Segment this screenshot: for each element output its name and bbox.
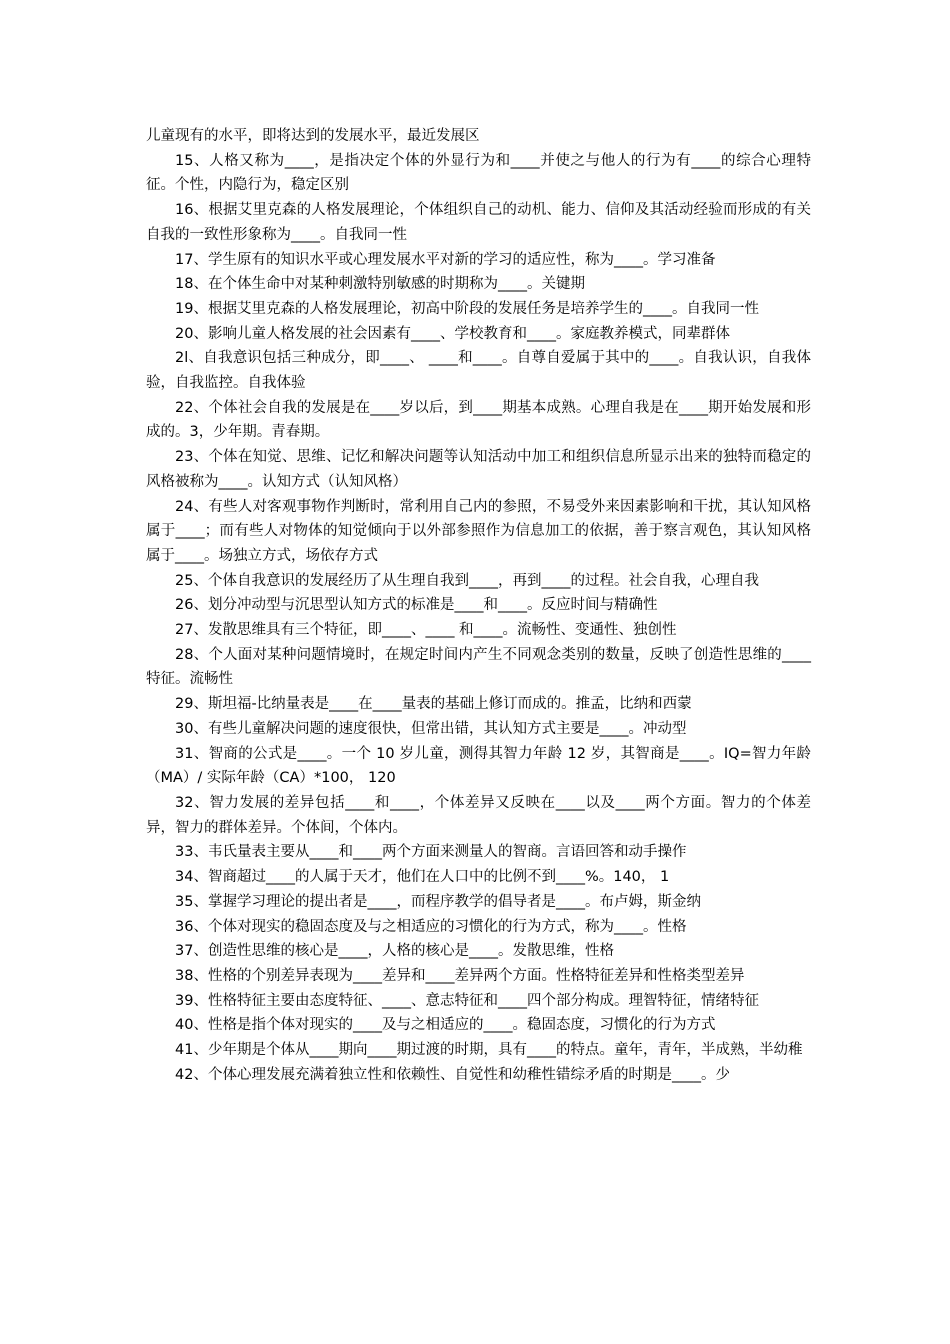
question-31: 31、智商的公式是____。一个 10 岁儿童，测得其智力年龄 12 岁，其智商是____。IQ=智力年龄（MA）/ 实际年龄（CA）*100， 120 xyxy=(146,745,811,787)
question-25: 25、个体自我意识的发展经历了从生理自我到____，再到____的过程。社会自我，心理自我 xyxy=(175,572,759,589)
question-27: 27、发散思维具有三个特征，即____、____ 和____。流畅性、变通性、独创性 xyxy=(175,622,677,639)
document-body xyxy=(146,124,811,1087)
question-32: 32、智力发展的差异包括____和____，个体差异又反映在____以及____两个方面。智力的个体差异，智力的群体差异。个体间，个体内。 xyxy=(146,794,811,836)
question-34: 34、智商超过____的人属于天才，他们在人口中的比例不到____%。140， 1 xyxy=(175,869,670,886)
question-15: 15、人格又称为____，是指决定个体的外显行为和____并使之与他人的行为有____的综合心理特征。个性，内隐行为，稳定区别 xyxy=(146,152,811,194)
question-41: 41、少年期是个体从____期向____期过渡的时期，具有____的特点。童年，青年，半成熟，半幼稚 xyxy=(175,1042,803,1059)
paragraph-continuation: 儿童现有的水平，即将达到的发展水平，最近发展区 xyxy=(146,128,480,144)
question-39: 39、性格特征主要由态度特征、____、意志特征和____四个部分构成。理智特征，情绪特征 xyxy=(175,992,759,1009)
question-35: 35、掌握学习理论的提出者是____，而程序教学的倡导者是____。布卢姆，斯金纳 xyxy=(175,893,701,910)
question-26: 26、划分冲动型与沉思型认知方式的标准是____和____。反应时间与精确性 xyxy=(175,597,658,614)
question-37: 37、创造性思维的核心是____，人格的核心是____。发散思维，性格 xyxy=(175,943,614,960)
question-16: 16、根据艾里克森的人格发展理论，个体组织自己的动机、能力、信仰及其活动经验而形成的有关自我的一致性形象称为____。自我同一性 xyxy=(146,202,811,243)
question-40: 40、性格是指个体对现实的____及与之相适应的____。稳固态度，习惯化的行为方式 xyxy=(175,1017,716,1034)
question-33: 33、韦氏量表主要从____和____两个方面来测量人的智商。言语回答和动手操作 xyxy=(175,844,687,861)
question-21: 2l、自我意识包括三种成分，即____、 ____和____。自尊自爱属于其中的____。自我认识，自我体验，自我监控。自我体验 xyxy=(146,350,811,392)
question-22: 22、个体社会自我的发展是在____岁以后，到____期基本成熟。心理自我是在____期开始发展和形成的。3，少年期。青春期。 xyxy=(146,399,811,441)
question-28: 28、个人面对某种问题情境时，在规定时间内产生不同观念类别的数量，反映了创造性思维的____特征。流畅性 xyxy=(146,646,811,688)
question-18: 18、在个体生命中对某种刺激特别敏感的时期称为____。关键期 xyxy=(175,276,585,293)
question-29: 29、斯坦福-比纳量表是____在____量表的基础上修订而成的。推孟，比纳和西蒙 xyxy=(175,696,692,713)
question-24: 24、有些人对客观事物作判断时，常利用自己内的参照，不易受外来因素影响和干扰，其认知风格属于____；而有些人对物体的知觉倾向于以外部参照作为信息加工的依据，善于察言观色，其认知风格属于____。场独立方式，场依存方式 xyxy=(146,498,811,564)
question-23: 23、个体在知觉、思维、记忆和解决问题等认知活动中加工和组织信息所显示出来的独特而稳定的风格被称为____。认知方式（认知风格） xyxy=(146,449,811,490)
question-42: 42、个体心理发展充满着独立性和依赖性、自觉性和幼稚性错综矛盾的时期是____。少 xyxy=(175,1066,730,1083)
question-36: 36、个体对现实的稳固态度及与之相适应的习惯化的行为方式，称为____。性格 xyxy=(175,918,687,935)
question-30: 30、有些儿童解决问题的速度很快，但常出错，其认知方式主要是____。冲动型 xyxy=(175,720,687,737)
question-20: 20、影响儿童人格发展的社会因素有____、学校教育和____。家庭教养模式，同辈群体 xyxy=(175,325,730,342)
question-17: 17、学生原有的知识水平或心理发展水平对新的学习的适应性，称为____。学习准备 xyxy=(175,251,716,268)
question-19: 19、根据艾里克森的人格发展理论，初高中阶段的发展任务是培养学生的____。自我同一性 xyxy=(175,300,759,317)
question-38: 38、性格的个别差异表现为____差异和____差异两个方面。性格特征差异和性格类型差异 xyxy=(175,967,745,984)
